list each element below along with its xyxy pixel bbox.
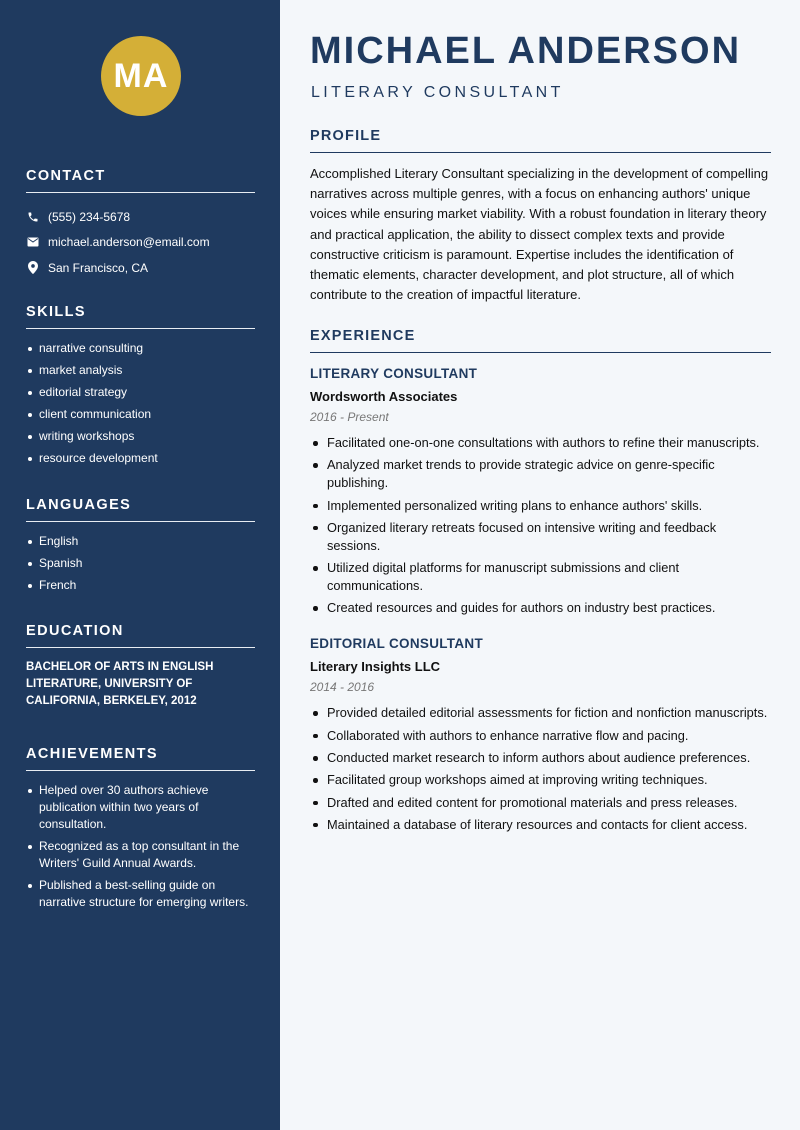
profile-text: Accomplished Literary Consultant specializing in the development of compelling narratives across multiple genres, with a focus on enhancing authors' unique voices while ensuring market viability. With a robust foundation in literary theory and practical application, the ability to dissect complex texts and provide constructive criticism is paramount. Expertise includes the identification of thematic elements, character development, and plot structure, all of which contribute to the creation of impactful literature. — [310, 166, 769, 303]
skill-item: resource development — [26, 450, 255, 467]
email-icon — [26, 236, 39, 249]
contact-location-text: San Francisco, CA — [48, 260, 149, 275]
profile-heading: PROFILE — [310, 128, 771, 153]
contact-location — [26, 255, 255, 281]
location-pin-icon — [26, 261, 39, 274]
skills-heading: SKILLS — [26, 304, 255, 329]
candidate-name: MICHAEL ANDERSON — [310, 30, 742, 72]
experience-company: Literary Insights LLC — [310, 659, 441, 675]
achievement-item: Helped over 30 authors achieve publication within two years of consultation. — [26, 782, 255, 833]
experience-dates: 2014 - 2016 — [310, 680, 375, 695]
duty-item: Conducted market research to inform authors about audience preferences. — [310, 749, 771, 767]
main-content — [280, 0, 800, 1130]
contact-section — [26, 168, 255, 281]
avatar — [101, 36, 181, 116]
profile-section — [310, 128, 771, 305]
duty-item: Drafted and edited content for promotional materials and press releases. — [310, 794, 771, 812]
experience-company: Wordsworth Associates — [310, 389, 458, 404]
experience-role: LITERARY CONSULTANT — [310, 366, 478, 381]
experience-entry — [310, 635, 771, 833]
experience-duties — [310, 704, 771, 833]
experience-entry — [310, 365, 771, 617]
languages-heading: LANGUAGES — [26, 497, 255, 522]
language-item: French — [26, 577, 255, 594]
avatar-initials: MA — [113, 56, 169, 95]
achievements-heading: ACHIEVEMENTS — [26, 746, 255, 771]
achievement-item: Published a best-selling guide on narrative structure for emerging writers. — [26, 877, 255, 911]
skills-section — [26, 304, 255, 472]
contact-list — [26, 204, 255, 281]
sidebar — [0, 0, 280, 1130]
experience-heading: EXPERIENCE — [310, 328, 771, 353]
skill-item: narrative consulting — [26, 340, 255, 357]
skill-item: client communication — [26, 406, 255, 423]
contact-phone — [26, 204, 255, 230]
skill-item: writing workshops — [26, 428, 255, 445]
contact-email-text: michael.anderson@email.com — [48, 235, 210, 250]
experience-dates: 2016 - Present — [310, 410, 389, 424]
skill-item: market analysis — [26, 362, 255, 379]
languages-list — [26, 533, 255, 594]
experience-section — [310, 328, 771, 838]
contact-heading: CONTACT — [26, 168, 255, 193]
achievements-list — [26, 782, 255, 911]
achievement-item: Recognized as a top consultant in the Writers' Guild Annual Awards. — [26, 838, 255, 872]
duty-item: Provided detailed editorial assessments for fiction and nonfiction manuscripts. — [310, 704, 771, 722]
languages-section — [26, 497, 255, 599]
phone-icon — [26, 210, 39, 223]
duty-item: Implemented personalized writing plans to enhance authors' skills. — [310, 497, 771, 515]
duty-item: Utilized digital platforms for manuscript submissions and client communications. — [310, 559, 771, 595]
duty-item: Collaborated with authors to enhance narrative flow and pacing. — [310, 727, 771, 745]
duty-item: Facilitated one-on-one consultations with authors to refine their manuscripts. — [310, 434, 771, 452]
experience-duties — [310, 434, 771, 617]
duty-item: Created resources and guides for authors on industry best practices. — [310, 599, 771, 617]
language-item: Spanish — [26, 555, 255, 572]
achievements-section — [26, 746, 255, 916]
duty-item: Organized literary retreats focused on intensive writing and feedback sessions. — [310, 519, 771, 555]
education-section — [26, 623, 255, 710]
education-heading: EDUCATION — [26, 623, 255, 648]
duty-item: Maintained a database of literary resources and contacts for client access. — [310, 816, 771, 834]
education-degree: BACHELOR OF ARTS IN ENGLISH LITERATURE, UNIVERSITY OF CALIFORNIA, BERKELEY, 2012 — [26, 661, 214, 707]
language-item: English — [26, 533, 255, 550]
contact-phone-text: (555) 234-5678 — [48, 209, 131, 224]
skills-list — [26, 340, 255, 467]
contact-email — [26, 230, 255, 256]
duty-item: Analyzed market trends to provide strategic advice on genre-specific publishing. — [310, 456, 771, 492]
skill-item: editorial strategy — [26, 384, 255, 401]
job-title: LITERARY CONSULTANT — [311, 84, 564, 101]
duty-item: Facilitated group workshops aimed at improving writing techniques. — [310, 771, 771, 789]
experience-role: EDITORIAL CONSULTANT — [310, 636, 483, 652]
